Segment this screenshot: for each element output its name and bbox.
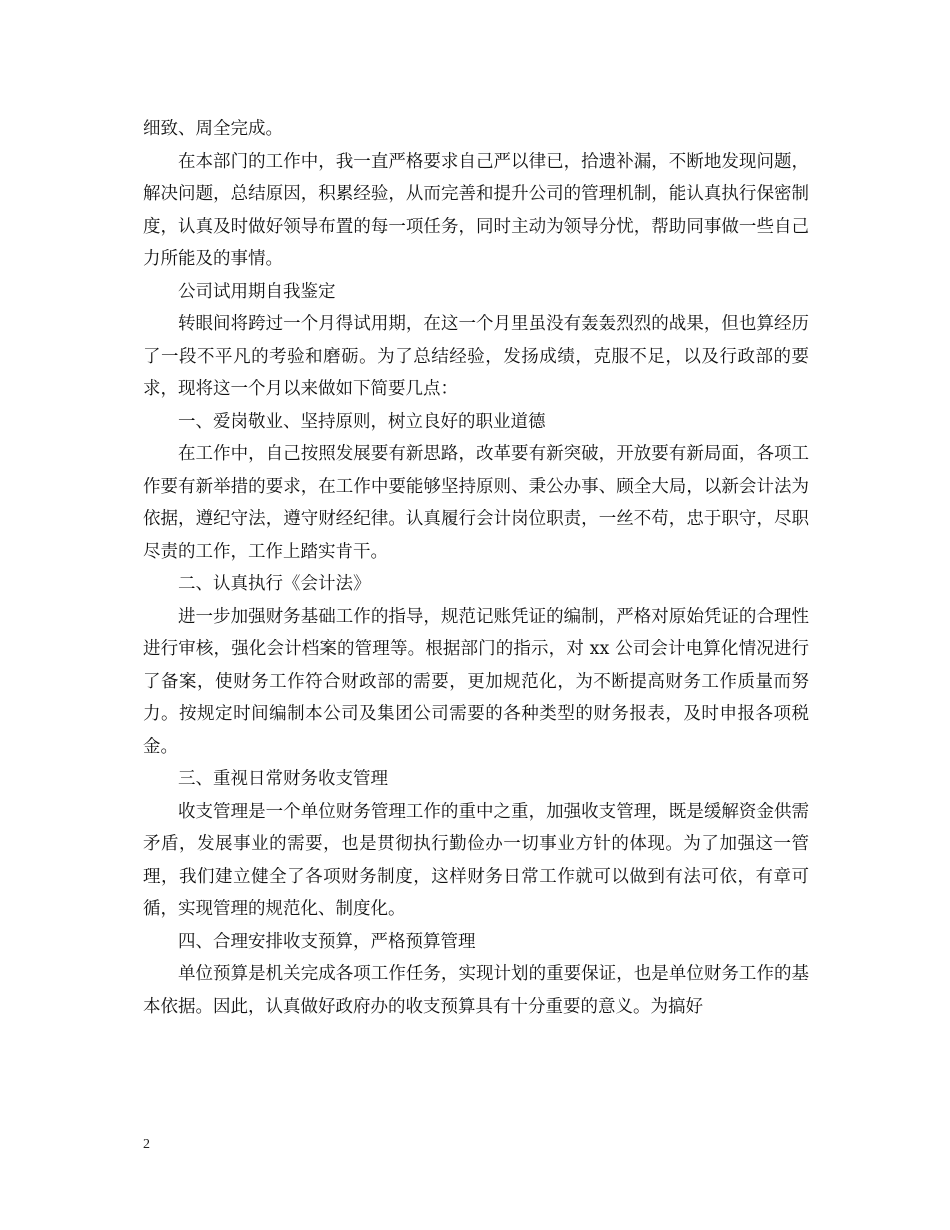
heading-four: 四、合理安排收支预算，严格预算管理 (178, 931, 476, 952)
page-number: 2 (143, 1137, 150, 1152)
heading-one: 一、爱岗敬业、坚持原则，树立良好的职业道德 (178, 411, 546, 432)
paragraph-heading-two: 进一步加强财务基础工作的指导，规范记账凭证的编制，严格对原始凭证的合理性进行审核，强化会计档案的管理等。根据部门的指示，对 xx 公司会计电算化情况进行了备案，使财务工作符合财政部的需要，更加规范化，为不断提高财务工作质量而努力。按规定时间编制本公司及集团公司需要的各种类型的财务报表，及时申报各项税金。 (143, 606, 809, 757)
paragraph-heading-three: 收支管理是一个单位财务管理工作的重中之重，加强收支管理，既是缓解资金供需矛盾，发展事业的需要，也是贯彻执行勤俭办一切事业方针的体现。为了加强这一管理，我们建立健全了各项财务制度，这样财务日常工作就可以做到有法可依，有章可循，实现管理的规范化、制度化。 (143, 801, 809, 919)
paragraph-1: 细致、周全完成。 (143, 119, 283, 139)
paragraph-heading-one: 在工作中，自己按照发展要有新思路，改革要有新突破，开放要有新局面，各项工作要有新举措的要求，在工作中要能够坚持原则、秉公办事、顾全大局，以新会计法为依据，遵纪守法，遵守财经纪律。认真履行会计岗位职责，一丝不苟，忠于职守，尽职尽责的工作，工作上踏实肯干。 (143, 444, 809, 562)
heading-three: 三、重视日常财务收支管理 (178, 769, 388, 789)
section-title-self-appraisal: 公司试用期自我鉴定 (178, 281, 336, 302)
document-body (143, 113, 809, 1023)
paragraph-heading-four: 单位预算是机关完成各项工作任务，实现计划的重要保证，也是单位财务工作的基本依据。因此，认真做好政府办的收支预算具有十分重要的意义。为搞好 (143, 964, 809, 1017)
paragraph-intro: 转眼间将跨过一个月得试用期，在这一个月里虽没有轰轰烈烈的战果，但也算经历了一段不平凡的考验和磨砺。为了总结经验，发扬成绩，克服不足，以及行政部的要求，现将这一个月以来做如下简要几点： (143, 314, 809, 399)
paragraph-2: 在本部门的工作中，我一直严格要求自己严以律已，拾遗补漏，不断地发现问题，解决问题，总结原因，积累经验，从而完善和提升公司的管理机制，能认真执行保密制度，认真及时做好领导布置的每一项任务，同时主动为领导分忧，帮助同事做一些自己力所能及的事情。 (143, 151, 809, 269)
heading-two: 二、认真执行《会计法》 (178, 574, 371, 594)
